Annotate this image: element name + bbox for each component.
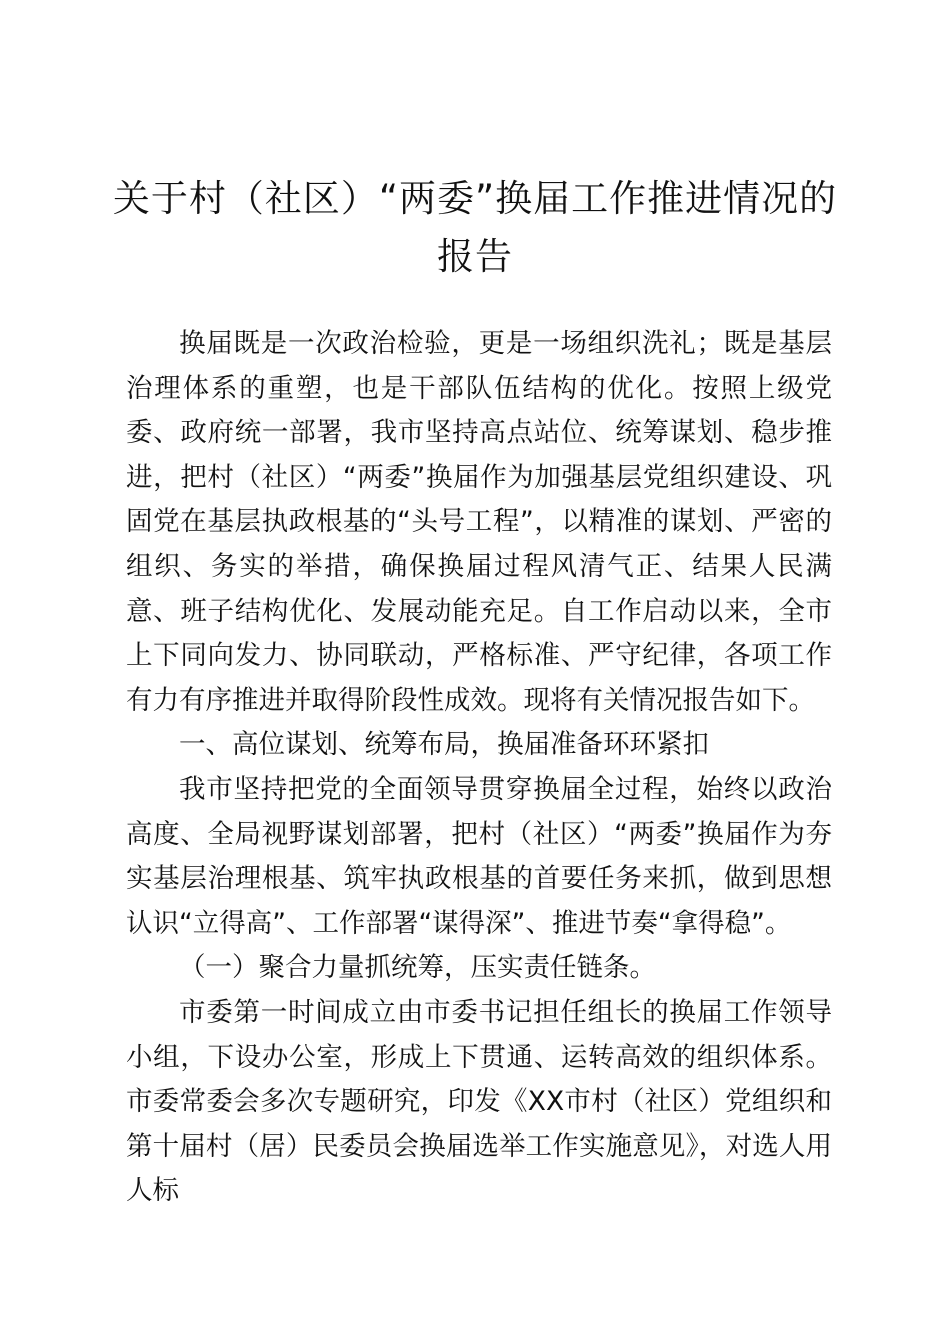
subsection-1-paragraph: 市委第一时间成立由市委书记担任组长的换届工作领导小组，下设办公室，形成上下贯通、运转高效的组织体系。市委常委会多次专题研究，印发《XX市村（社区）党组织和第十届村（居）民委员会换届选举工作实施意见》，对选人用人标 (126, 996, 832, 1207)
section-heading-1: 一、高位谋划、统筹布局，换届准备环环紧扣 (179, 729, 709, 761)
subsection-heading-1: （一）聚合力量抓统筹，压实责任链条。 (179, 952, 656, 984)
section-1-paragraph: 我市坚持把党的全面领导贯穿换届全过程，始终以政治高度、全局视野谋划部署，把村（社区）“两委”换届作为夯实基层治理根基、筑牢执政根基的首要任务来抓，做到思想认识“立得高”、工作部署“谋得深”、推进节奏“拿得稳”。 (126, 773, 832, 939)
document-body (126, 322, 832, 1214)
intro-paragraph: 换届既是一次政治检验，更是一场组织洗礼；既是基层治理体系的重塑，也是干部队伍结构的优化。按照上级党委、政府统一部署，我市坚持高点站位、统筹谋划、稳步推进，把村（社区）“两委”换届作为加强基层党组织建设、巩固党在基层执政根基的“头号工程”，以精准的谋划、严密的组织、务实的举措，确保换届过程风清气正、结果人民满意、班子结构优化、发展动能充足。自工作启动以来，全市上下同向发力、协同联动，严格标准、严守纪律，各项工作有力有序推进并取得阶段性成效。现将有关情况报告如下。 (126, 328, 832, 716)
document-title: 关于村（社区）“两委”换届工作推进情况的报告 (112, 177, 838, 278)
